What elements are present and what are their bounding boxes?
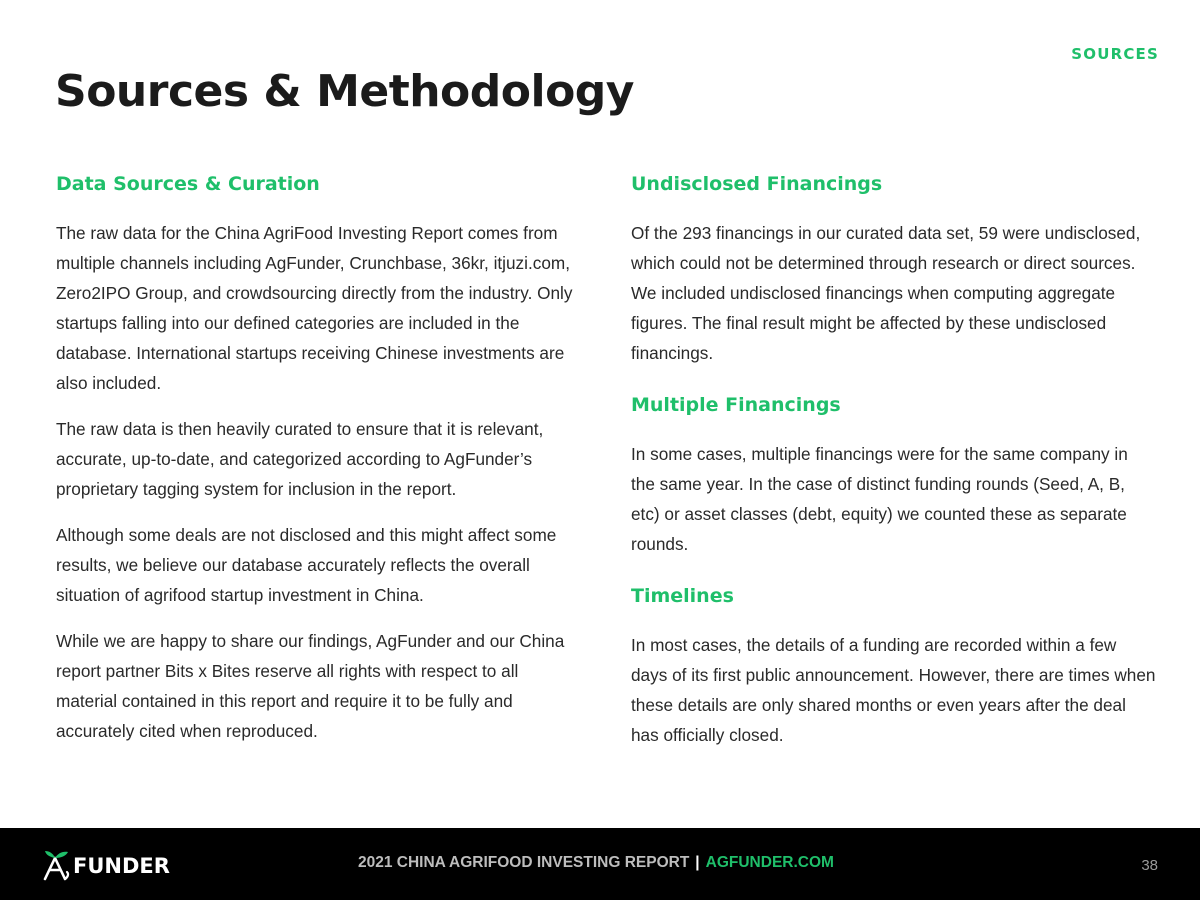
footer-separator: | (695, 854, 700, 871)
rights-paragraph: While we are happy to share our findings, AgFunder and our China report partner Bits x Bites reserve all rights with respect to all material contained in this report and require it to be fully and accurately cited when reproduced. (56, 631, 565, 741)
multiple-financings-text: In some cases, multiple financings were for the same company in the same year. In the case of distinct funding rounds (Seed, A, B, etc) or asset classes (debt, equity) we counted these as separate rounds. (631, 444, 1128, 554)
raw-data-paragraph: The raw data for the China AgriFood Investing Report comes from multiple channels including AgFunder, Crunchbase, 36kr, itjuzi.com, Zero2IPO Group, and crowdsourcing directly from the industry. Only startups falling into our defined categories are included in the database. International startups receiving Chinese investments are also included. (56, 223, 573, 393)
agfunder-logo (42, 846, 170, 886)
timelines-text: In most cases, the details of a funding are recorded within a few days of its first public announcement. However, there are times when these details are only shared months or even years after the deal has officially closed. (631, 635, 1156, 745)
footer-bar (0, 828, 1200, 900)
logo-wordmark: FUNDER (73, 854, 170, 878)
undisclosed-financings-text: Of the 293 financings in our curated data set, 59 were undisclosed, which could not be determined through research or direct sources. We included undisclosed financings when computing aggregate figures. The final result might be affected by these undisclosed financings. (631, 223, 1141, 363)
section-tag: SOURCES (1071, 45, 1159, 63)
data-sources-heading: Data Sources & Curation (56, 173, 320, 195)
timelines-heading: Timelines (631, 585, 734, 607)
page-title: Sources & Methodology (55, 66, 634, 117)
page-number: 38 (1141, 857, 1158, 874)
curation-paragraph: The raw data is then heavily curated to ensure that it is relevant, accurate, up-to-date, and categorized according to AgFunder’s proprietary tagging system for inclusion in the report. (56, 419, 544, 499)
sprout-a-icon (42, 847, 72, 885)
report-title: 2021 CHINA AGRIFOOD INVESTING REPORT (358, 854, 690, 871)
multiple-financings-heading: Multiple Financings (631, 394, 841, 416)
website-link[interactable]: AGFUNDER.COM (705, 854, 834, 871)
right-column (631, 171, 1156, 774)
left-column (56, 171, 576, 762)
undisclosed-deals-paragraph: Although some deals are not disclosed and this might affect some results, we believe our database accurately reflects the overall situation of agrifood startup investment in China. (56, 525, 557, 605)
undisclosed-financings-heading: Undisclosed Financings (631, 173, 883, 195)
footer-report-line (358, 854, 834, 872)
